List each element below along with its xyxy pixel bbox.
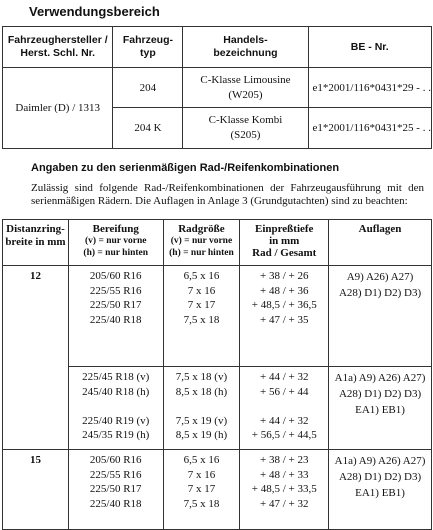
conditions-cell <box>329 266 432 367</box>
rim-line <box>164 399 240 414</box>
vehicle-table <box>2 26 432 149</box>
rim-line: 7 x 17 <box>187 483 216 495</box>
rim-line: 7,5 x 18 (v) <box>175 371 228 383</box>
offset-line: + 44 / + 32 <box>259 371 309 383</box>
rim-cell <box>163 266 240 367</box>
rim-cell <box>163 367 240 450</box>
wheel-tire-table <box>2 219 432 530</box>
rim-line: 7 x 16 <box>187 468 216 481</box>
rim-line: 7 x 16 <box>187 284 216 297</box>
spacer-width-cell: 12 <box>3 266 69 450</box>
conditions-line: EA1) EB1) <box>355 487 405 499</box>
header-manufacturer: Fahrzeughersteller / Herst. Schl. Nr. <box>3 27 113 68</box>
rim-line: 7,5 x 19 (v) <box>175 414 228 427</box>
tire-line: 205/60 R16 <box>89 454 142 466</box>
section-title: Verwendungsbereich <box>29 4 160 19</box>
tire-cell <box>68 266 163 367</box>
tire-line: 245/35 R19 (h) <box>82 429 150 441</box>
header-be-number: BE - Nr. <box>308 27 431 68</box>
be-number-cell: e1*2001/116*0431*29 - . . <box>308 68 431 108</box>
rim-line: 7 x 17 <box>187 299 216 311</box>
conditions-cell <box>329 367 432 450</box>
wheel-table-header <box>3 220 432 266</box>
rim-line: 8,5 x 19 (h) <box>175 429 228 441</box>
offset-line: + 48 / + 36 <box>259 284 309 297</box>
header-rim-size: Radgröße (v) = nur vorne (h) = nur hinten <box>163 220 240 266</box>
rim-line: 6,5 x 16 <box>183 270 220 282</box>
type-cell: 204 K <box>113 108 183 149</box>
tire-line: 225/55 R16 <box>89 284 142 297</box>
trade-name-cell: C-Klasse Kombi (S205) <box>183 108 308 149</box>
rim-line: 6,5 x 16 <box>183 454 220 466</box>
offset-cell <box>240 266 329 367</box>
tire-line: 225/55 R16 <box>89 468 142 481</box>
conditions-line: A9) A26) A27) <box>346 271 414 283</box>
table-row <box>3 68 432 108</box>
tire-line: 225/50 R17 <box>89 299 142 311</box>
table-row <box>3 450 432 530</box>
rim-line: 7,5 x 18 <box>183 313 220 326</box>
manufacturer-cell: Daimler (D) / 1313 <box>3 68 113 149</box>
header-trade-name: Handels- bezeichnung <box>183 27 308 68</box>
tire-line: 225/40 R19 (v) <box>82 414 150 427</box>
type-cell: 204 <box>113 68 183 108</box>
offset-line: + 44 / + 32 <box>259 414 309 427</box>
tire-line: 205/60 R16 <box>89 270 142 282</box>
tire-line: 225/45 R18 (v) <box>82 371 150 383</box>
vehicle-table-header <box>3 27 432 68</box>
rim-line: 7,5 x 18 <box>183 497 220 510</box>
offset-cell <box>240 367 329 450</box>
header-spacer-width: Distanzring- breite in mm <box>3 220 69 266</box>
tire-line <box>69 399 163 414</box>
conditions-line: A28) D1) D2) D3) <box>338 287 422 299</box>
offset-cell <box>240 450 329 530</box>
conditions-line: A28) D1) D2) D3) <box>338 471 422 483</box>
header-tires: Bereifung (v) = nur vorne (h) = nur hinten <box>68 220 163 266</box>
conditions-cell <box>329 450 432 530</box>
tire-cell <box>68 450 163 530</box>
conditions-line: A1a) A9) A26) A27) <box>334 372 426 384</box>
be-number-cell: e1*2001/116*0431*25 - . . <box>308 108 431 149</box>
tire-line: 225/40 R18 <box>89 313 142 326</box>
offset-line: + 38 / + 26 <box>259 270 309 282</box>
header-offset: Einpreßtiefe in mm Rad / Gesamt <box>240 220 329 266</box>
offset-line: + 38 / + 23 <box>259 454 309 466</box>
header-type: Fahrzeug- typ <box>113 27 183 68</box>
spacer-width-cell: 15 <box>3 450 69 530</box>
intro-paragraph: Zulässig sind folgende Rad-/Reifenkombinationen der Fahrzeugausführung mit den serienmäßigen Rädern. Die Auflagen in Anlage 3 (Grundgutachten) sind zu beachten: <box>31 182 424 207</box>
rim-line: 8,5 x 18 (h) <box>175 385 228 398</box>
section-heading: Angaben zu den serienmäßigen Rad-/Reifenkombinationen <box>31 162 340 174</box>
offset-line: + 48,5 / + 33,5 <box>251 483 317 495</box>
trade-name-cell: C-Klasse Limousine (W205) <box>183 68 308 108</box>
tire-line: 225/40 R18 <box>89 497 142 510</box>
offset-line: + 48,5 / + 36,5 <box>251 299 317 311</box>
conditions-line: A28) D1) D2) D3) <box>338 388 422 400</box>
header-conditions: Auflagen <box>329 220 432 266</box>
offset-line: + 47 / + 32 <box>259 497 309 510</box>
tire-line: 245/40 R18 (h) <box>82 385 150 398</box>
conditions-line: EA1) EB1) <box>355 404 405 416</box>
rim-cell <box>163 450 240 530</box>
offset-line: + 48 / + 33 <box>259 468 309 481</box>
offset-line: + 47 / + 35 <box>259 313 309 326</box>
offset-line <box>240 399 328 414</box>
table-row <box>3 266 432 367</box>
offset-line: + 56,5 / + 44,5 <box>251 429 317 441</box>
tire-line: 225/50 R17 <box>89 483 142 495</box>
tire-cell <box>68 367 163 450</box>
conditions-line: A1a) A9) A26) A27) <box>334 455 426 467</box>
offset-line: + 56 / + 44 <box>259 385 309 398</box>
